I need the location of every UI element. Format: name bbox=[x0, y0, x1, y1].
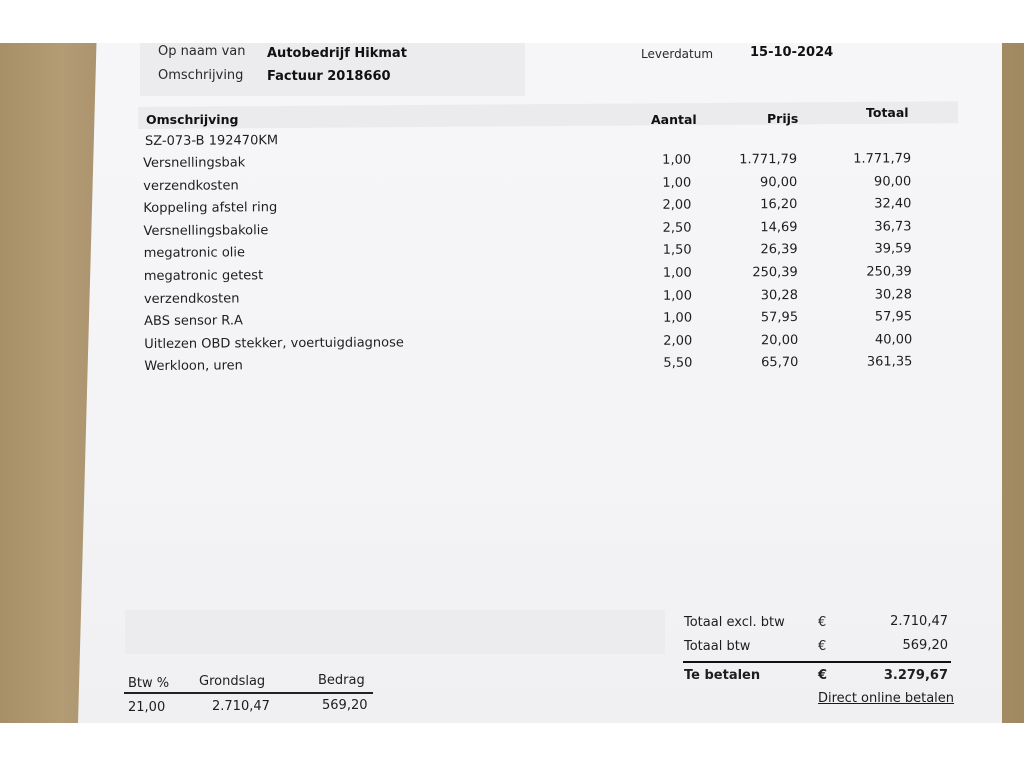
delivery-date-value: 15-10-2024 bbox=[750, 45, 834, 60]
line-price: 14,69 bbox=[760, 219, 798, 236]
line-description: verzendkosten bbox=[143, 290, 240, 307]
total-excl-vat-label: Totaal excl. btw bbox=[684, 615, 785, 630]
line-description: Koppeling afstel ring bbox=[143, 200, 278, 217]
photo-background bbox=[0, 43, 1024, 723]
total-divider bbox=[683, 661, 951, 663]
line-total: 57,95 bbox=[874, 309, 913, 325]
vehicle-plate-mileage: SZ-073-B 192470KM bbox=[144, 133, 279, 149]
line-quantity: 2,00 bbox=[662, 197, 692, 213]
name-label: Op naam van bbox=[158, 44, 246, 59]
vat-rate-header: Btw % bbox=[128, 676, 170, 691]
line-total: 39,59 bbox=[874, 241, 912, 257]
amount-due-value: 3.279,67 bbox=[883, 668, 948, 683]
euro-sign: € bbox=[818, 668, 828, 683]
line-description: ABS sensor R.A bbox=[144, 313, 243, 330]
line-price: 26,39 bbox=[760, 242, 798, 258]
line-total: 32,40 bbox=[874, 196, 912, 212]
column-header-total: Totaal bbox=[866, 105, 909, 120]
amount-due-label: Te betalen bbox=[684, 668, 761, 683]
line-total: 90,00 bbox=[873, 173, 912, 190]
line-description: Werkloon, uren bbox=[144, 358, 243, 375]
line-total: 250,39 bbox=[866, 264, 912, 280]
line-quantity: 5,50 bbox=[663, 356, 693, 372]
line-quantity: 2,50 bbox=[662, 220, 692, 236]
line-price: 1.771,79 bbox=[739, 151, 798, 168]
total-vat-label: Totaal btw bbox=[684, 639, 751, 654]
line-quantity: 1,00 bbox=[663, 310, 693, 326]
column-header-price: Prijs bbox=[767, 111, 799, 126]
delivery-date-label: Leverdatum bbox=[641, 47, 714, 61]
vat-amount-header: Bedrag bbox=[318, 673, 365, 688]
line-description: megatronic olie bbox=[143, 245, 246, 262]
line-price: 250,39 bbox=[752, 264, 798, 281]
line-total: 1.771,79 bbox=[853, 151, 912, 167]
line-description: Versnellingsbakolie bbox=[143, 223, 269, 239]
line-price: 30,28 bbox=[760, 287, 798, 303]
euro-sign: € bbox=[818, 639, 827, 654]
line-quantity: 1,00 bbox=[662, 288, 692, 304]
vat-base-header: Grondslag bbox=[199, 674, 266, 689]
line-quantity: 1,00 bbox=[662, 175, 692, 191]
column-header-description: Omschrijving bbox=[146, 112, 239, 127]
line-description: megatronic getest bbox=[143, 268, 264, 284]
line-price: 20,00 bbox=[760, 332, 799, 349]
line-total: 361,35 bbox=[866, 354, 913, 370]
total-vat-value: 569,20 bbox=[902, 638, 948, 653]
line-description: Versnellingsbak bbox=[143, 155, 246, 171]
vat-amount-value: 569,20 bbox=[322, 698, 368, 713]
line-price: 65,70 bbox=[761, 355, 799, 371]
line-description: Uitlezen OBD stekker, voertuigdiagnose bbox=[144, 335, 404, 352]
line-total: 40,00 bbox=[874, 332, 913, 348]
invoice-number: Factuur 2018660 bbox=[267, 69, 391, 84]
line-quantity: 1,50 bbox=[662, 243, 692, 259]
vat-header-rule bbox=[124, 692, 373, 694]
line-total: 30,28 bbox=[874, 286, 912, 303]
total-excl-vat-value: 2.710,47 bbox=[890, 614, 948, 629]
line-quantity: 1,00 bbox=[662, 265, 692, 281]
line-price: 57,95 bbox=[760, 310, 799, 326]
line-price: 90,00 bbox=[759, 174, 798, 190]
line-price: 16,20 bbox=[760, 197, 798, 213]
line-quantity: 2,00 bbox=[663, 333, 693, 349]
vat-base-value: 2.710,47 bbox=[212, 699, 270, 714]
euro-sign: € bbox=[818, 615, 827, 630]
line-description: verzendkosten bbox=[143, 177, 239, 194]
footer-band bbox=[125, 610, 665, 654]
description-label: Omschrijving bbox=[158, 68, 244, 83]
name-value: Autobedrijf Hikmat bbox=[267, 46, 407, 61]
column-header-quantity: Aantal bbox=[651, 112, 697, 127]
direct-online-pay-link[interactable]: Direct online betalen bbox=[818, 691, 955, 706]
vat-rate-value: 21,00 bbox=[128, 700, 166, 715]
line-quantity: 1,00 bbox=[662, 152, 692, 168]
line-total: 36,73 bbox=[874, 219, 912, 235]
